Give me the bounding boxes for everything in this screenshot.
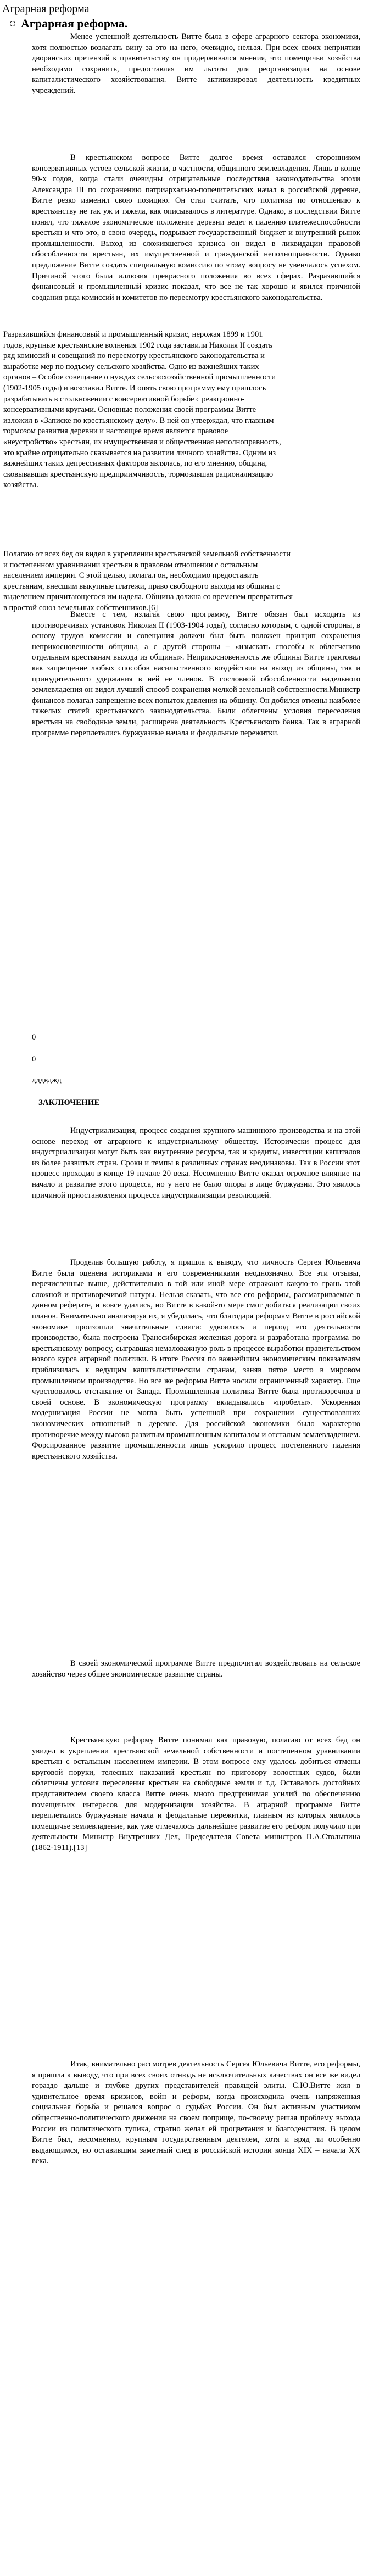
section-heading-row — [10, 16, 127, 31]
paragraph-7: Проделав большую работу, я пришла к выводу, что личность Сергея Юльевича Витте была оценена историками и его современниками неоднозначно. Все эти отзывы, перечисленные выше, действительно в той или иной мере отражают какую-то грань этой сложной и противоречивой натуры. Нельзя сказать, что все его реформы, рассматриваемые в данном реферате, и вовсе удались, но Витте в какой-то мере смог добиться реализации своих планов. Внимательно анализируя их, я убедилась, что благодаря реформам Витте в российской экономике произошли значительные сдвиги: удвоилось и период его деятельности производство, была построена Транссибирская железная дорога и разработана программа по крестьянскому вопросу, сыгравшая немаловажную роль в процессе выработки правительством нового курса аграрной политики. В итоге Россия по важнейшим экономическим показателям приблизилась к ведущим капиталистическим странам, заняв пятое место в мировом промышленном производстве. Но все же реформы Витте носили ограниченный характер. Еще чувствовалось отставание от Запада. Промышленная политика Витте была противоречива в своей основе. В экономическую программу вкладывались «пробелы». Ускоренная модернизация России не могла быть успешной при сохранении существовавших экономических отношений в деревне. Для российской экономики было характерно противоречие между высоко развитым промышленным капиталом и отсталым землевладением. Форсированное развитие промышленности лишь ускорило процесс постепенного падения крестьянского хозяйства. — [32, 1258, 360, 1461]
paragraph-8: В своей экономической программе Витте предпочитал воздействовать на сельское хозяйство через общее экономическое развитие страны. — [32, 1659, 360, 1679]
separator-1: 0 — [32, 1033, 36, 1042]
section-title: Аграрная реформа. — [21, 16, 128, 30]
circle-bullet-icon — [10, 21, 15, 26]
paragraph-2: В крестьянском вопросе Витте долгое время оставался сторонником консервативных устоев сельской жизни, в частности, общинного землевладения. Лишь в конце 90-х годов, когда стали очевидны отрицательные последствия законодательства эпохи Александра III по сохранению патриархально-попечительских начал в российской деревне, Витте резко изменил свою позицию. Он стал считать, что политика по отношению к крестьянству не так уж и тяжела, как описывалось в литературе. Однако, в последствии Витте понял, что тяжелое экономическое положение деревни ведет к падению платежеспособности крестьян и что это, в свою очередь, подрывает государственный бюджет и внутренний рынок промышленности. Выход из сложившегося кризиса он видел в ликвидации правовой обособленности крестьян, их имущественной и гражданской неполноправности. Однако предложение Витте создать специальную комиссию по этому вопросу не увенчалось успехом. Причиной этого была иллюзия прекрасного положения во всех сферах. Разразившийся финансовый и промышленный кризис показал, что все не так хорошо и явился причиной создания ряда комиссий и комитетов по пересмотру крестьянского законодательства. — [32, 153, 360, 302]
separator-word: дддвджд — [32, 1076, 62, 1085]
paragraph-1: Менее успешной деятельность Витте была в сфере аграрного сектора экономики, хотя полностью возлагать вину за это на него, очевидно, нельзя. При всех своих неприятии дворянских претензий к правительству он придерживался мнения, что помещичьи хозяйства необходимо сохранить, предоставляя им льготы для реорганизации на основе капиталистического хозяйствования. Витте активизировал деятельность кредитных учреждений. — [32, 32, 360, 95]
conclusion-heading: ЗАКЛЮЧЕНИЕ — [38, 1098, 100, 1107]
document-title: Аграрная реформа — [2, 3, 90, 15]
paragraph-6: Индустриализация, процесс создания крупного машинного производства и на этой основе переход от аграрного к индустриальному обществу. Исторически процесс для индустриализации могут быть как внутренние ресурсы, так и кредиты, инвестиции капиталов из более развитых стран. Сроки и темпы в различных странах неодинаковы. Так в России этот процесс проходил в конце 19 начале 20 века. Несомненно Витте оказал огромное влияние на начало и развитие этого процесса, но у него не было опоры в лице буржуазии. Это явилось причиной приостановления процесса индустриализации революцией. — [32, 1126, 360, 1200]
paragraph-10: Итак, внимательно рассмотрев деятельность Сергея Юльевича Витте, его реформы, я пришла к выводу, что при всех своих отнюдь не исключительных качествах он все же видел гораздо дальше и глубже других представителей правящей элиты. С.Ю.Витте жил в удивительное время кризисов, войн и реформ, когда происходила очень напряженная социальная борьба и решался вопрос о судьбах России. Он был активным участником общественно-политического движения на своем поприще, по-своему решая проблему выхода России из политического тупика, стратно желал ей процветания и благоденствия. В целом Витте был, несомненно, крупным государственным деятелем, хотя и вряд ли особенно выдающимся, но оставившим заметный след в российской истории конца XIX – начала XX века. — [32, 2060, 360, 2166]
paragraph-4: Полагаю от всех бед он видел в укреплении крестьянской земельной собственности и постепенном уравнивании крестьян в правовом отношении с остальным населением империи. С этой целью, полагал он, необходимо предоставить крестьянам, внесшим выкупные платежи, право свободного выхода из общины с выделением причитающегося им надела. Община должна со временем превратиться в простой союз земельных собственников.[6] — [3, 550, 293, 612]
paragraph-9: Крестьянскую реформу Витте понимал как правовую, полагаю от всех бед он увидел в укреплении крестьянской земельной собственности и постепенном уравнивании крестьян с остальным населением империи. В этом вопросе ему удалось добиться отмены круговой поруки, телесных наказаний крестьян по приговору волостных судов, были облегчены условия переселения крестьян на свободные земли и т.д. Оставалось достойных представителем своего класса Витте очень много предпринимая усилий по обеспечению помещичьих интересов для модернизации хозяйства. В аграрной программе Витте переплетались буржуазные начала и феодальные пережитки, главным из которых являлось помещичье землевладение, как уже отмечалось дальнейшее развитие его реформ получило при деятельности Министр Внутренних Дел, Председателя Совета министров П.А.Столыпина (1862-1911).[13] — [32, 1736, 360, 1852]
paragraph-3: Разразившийся финансовый и промышленный кризис, нерожая 1899 и 1901 годов, крупные крестьянские волнения 1902 года заставили Николая II создать ряд комиссий и совещаний по пересмотру крестьянского законодательства и выработке мер по подъему сельского хозяйства. Одно из важнейших таких органов – Особое совещание о нуждах сельскохозяйственной промышленности (1902-1905 годы) и возглавил Витте. И опять свою программу ему пришлось разрабатывать в столкновении с консервативной борьбе с реакционно-консервативными кругами. Основные положения своей программы Витте изложил в «Записке по крестьянскому делу». В ней он утверждал, что главным тормозом развития деревни и настоящее время является правовое «неустройство» крестьян, их имущественная и общественная неполноправность, это крайне отрицательно сказывается на развитии личного хозяйства. Одним из важнейших таких депрессивных факторов являлась, по его мнению, община, сковывавшая крестьянскую предприимчивость, тормозившая рационализацию хозяйства. — [3, 330, 281, 490]
separator-2: 0 — [32, 1055, 36, 1064]
paragraph-5: Вместе с тем, излагая свою программу, Витте обязан был исходить из противоречивых установок Николая II (1903-1904 годы), согласно которым, с одной стороны, в основу трудов комиссии и совещания должен был быть положен принцип сохранения неприкосновенности общины, а с другой стороны – «изыскать способы к облегчению отдельным крестьянам выхода из общины». Неприкосновенность же общины Витте трактовал как запрещение любых способов насильственного воздействия на выход из общины, так и принудительного удержания в ней ее членов. В сословной обособленности надельного землевладения он видел лучший способ сохранения мелкой земельной собственности.Министр финансов полагал запрещение всех попыток давления на общину. Он добился отмены наиболее тяжелых статей крестьянского законодательства. Были облегчены условия переселения крестьян на свободные земли, расширена деятельность Крестьянского банка. Так в аграрной программе переплетались буржуазные начала и феодальные пережитки. — [32, 610, 360, 737]
